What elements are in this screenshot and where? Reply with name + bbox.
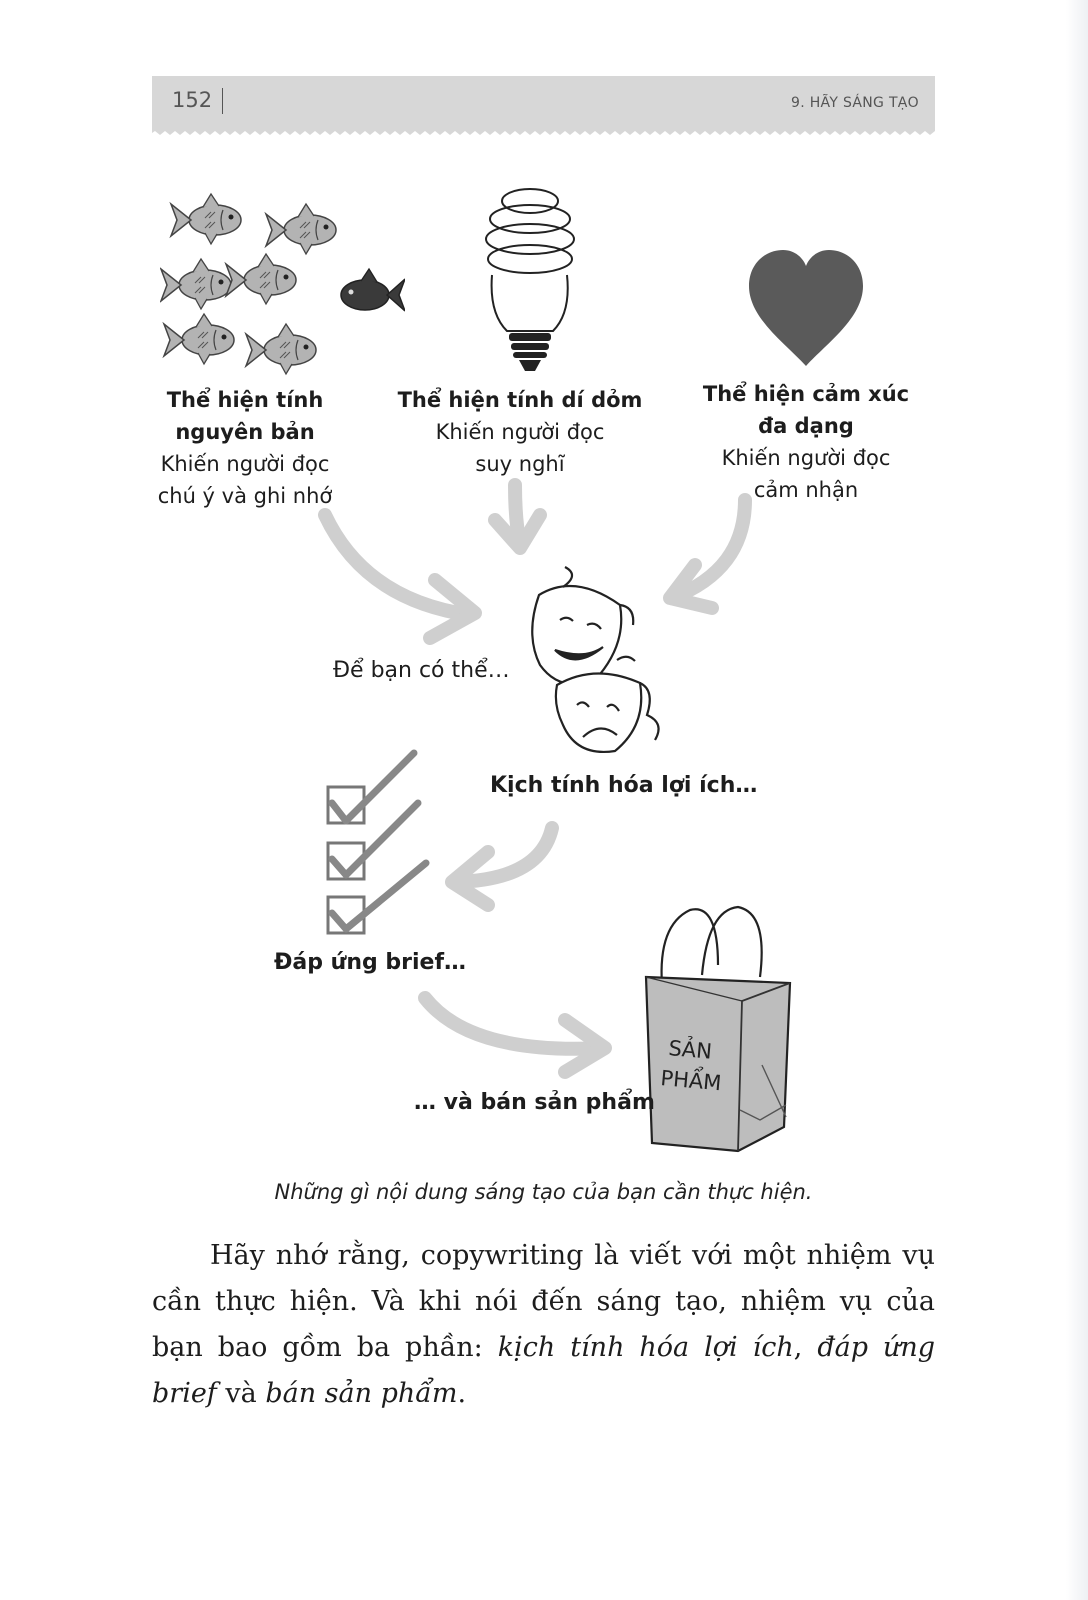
- checklist-icon: [318, 745, 440, 940]
- body-text-part1: Hãy nhớ rằng, copywriting là viết với một nhiệm vụ cần thực hiện. Và khi nói đến sáng tạo, nhiệm vụ của bạn bao gồm ba phần:: [152, 1240, 935, 1363]
- body-separator-2: và: [216, 1378, 266, 1409]
- body-italic-brief: đáp ứng brief: [152, 1332, 936, 1409]
- bag-label-line1: SẢN: [667, 1036, 713, 1064]
- emotion-desc-line1: Khiến người đọc: [721, 446, 891, 470]
- chapter-title: 9. HÃY SÁNG TẠO: [791, 95, 919, 111]
- dramatize-benefits-text: Kịch tính hóa lợi ích…: [490, 773, 758, 798]
- emotion-title-line2: đa dạng: [758, 414, 854, 438]
- bag-label-line2: PHẨM: [659, 1066, 723, 1096]
- wit-title: Thể hiện tính dí dỏm: [397, 388, 643, 412]
- meet-brief-text: Đáp ứng brief…: [274, 950, 467, 975]
- originality-desc-line1: Khiến người đọc: [160, 452, 330, 476]
- originality-desc-line2: chú ý và ghi nhớ: [157, 484, 333, 508]
- page-number: 152: [172, 88, 213, 112]
- so-you-can-text: Để bạn có thể…: [333, 658, 510, 683]
- originality-title-line1: Thể hiện tính: [166, 388, 324, 412]
- body-separator-1: ,: [793, 1332, 818, 1363]
- body-italic-sell: bán sản phẩm: [265, 1378, 458, 1409]
- wit-desc-line1: Khiến người đọc: [435, 420, 605, 444]
- originality-title-line2: nguyên bản: [175, 420, 315, 444]
- emotion-desc-line2: cảm nhận: [753, 478, 859, 502]
- emotion-title-line1: Thể hiện cảm xúc: [702, 382, 910, 406]
- body-text-end: .: [457, 1378, 467, 1409]
- sell-product-text: … và bán sản phẩm: [414, 1090, 655, 1115]
- body-paragraph: [152, 1233, 935, 1417]
- shopping-bag-icon: [640, 905, 800, 1155]
- wit-desc-line2: suy nghĩ: [475, 452, 565, 476]
- body-italic-dramatize: kịch tính hóa lợi ích: [497, 1332, 794, 1363]
- theatre-masks-icon: [515, 565, 680, 760]
- figure-caption: Những gì nội dung sáng tạo của bạn cần thực hiện.: [274, 1180, 813, 1204]
